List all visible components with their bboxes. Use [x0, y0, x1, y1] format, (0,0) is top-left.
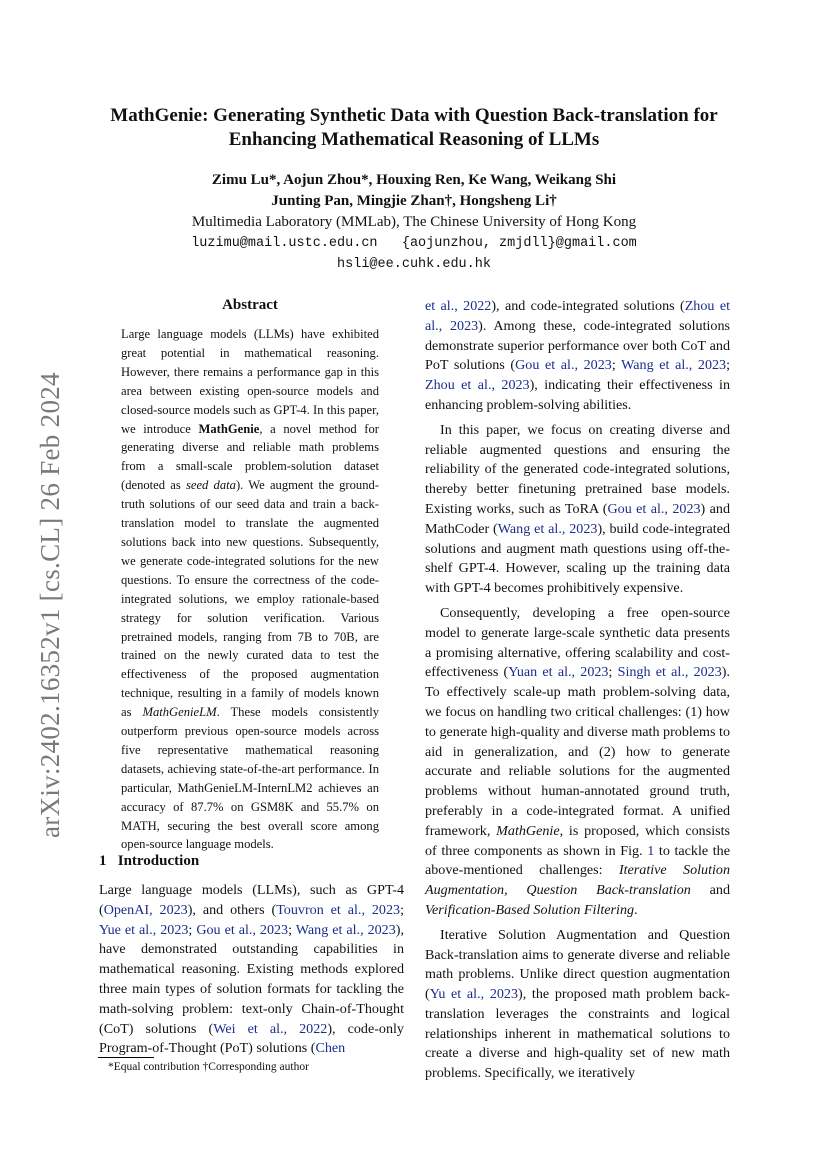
- paragraph-consequently: Consequently, developing a free open-source model to generate large-scale synthetic data presents a promising alternative, offering scalability and cost-effectiveness (Yuan et al., 2023; Singh et al., 2023). To effectively scale-up math problem-solving data, we focus on handling two critical challenges: (1) how to generate high-quality and diverse math problems to aid in generalization, and (2) how to generate accurate and reliable solutions for the augmented problems without human-annotated ground truth, preferably in a code-integrated format. A unified framework, MathGenie, is proposed, which consists of three components as shown in Fig. 1 to tackle the above-mentioned challenges: Iterative Solution Augmentation, Question Back-translation and Verification-Based Solution Filtering.: [425, 604, 731, 918]
- citation-link[interactable]: Yu et al., 2023: [429, 986, 519, 1003]
- citation-link[interactable]: Gou et al., 2023: [607, 500, 701, 517]
- citation-link[interactable]: Gou et al., 2023: [515, 357, 612, 374]
- authors-line2: Junting Pan, Mingjie Zhan†, Hongsheng Li†: [271, 193, 557, 209]
- citation-link[interactable]: Zhou et al., 2023: [425, 377, 530, 394]
- citation-link[interactable]: Wei et al., 2022: [213, 1020, 328, 1037]
- citation-link[interactable]: Gou et al., 2023: [196, 921, 289, 938]
- paper-title-line2: Enhancing Mathematical Reasoning of LLMs: [228, 129, 600, 150]
- citation-link[interactable]: Wang et al., 2023: [295, 921, 396, 938]
- authors-line1: Zimu Lu*, Aojun Zhou*, Houxing Ren, Ke Wang, Weikang Shi: [211, 172, 617, 188]
- paper-title-line1: MathGenie: Generating Synthetic Data with Question Back-translation for: [110, 105, 718, 126]
- introduction-heading: 1 Introduction: [99, 853, 200, 869]
- footnote: *Equal contribution †Corresponding author: [108, 1061, 309, 1073]
- paragraph-focus: In this paper, we focus on creating diverse and reliable augmented questions and ensuring the reliability of the generated code-integrated solutions, thereby better finetuning pretrained base models. Existing works, such as ToRA (Gou et al., 2023) and MathCoder (Wang et al., 2023), build code-integrated solutions and augment math questions using off-the-shelf GPT-4. However, scaling up the training data with GPT-4 becomes prohibitively expensive.: [425, 421, 730, 597]
- emails-line2: hsli@ee.cuhk.edu.hk: [337, 257, 491, 272]
- arxiv-sidebar-id: arXiv:2402.16352v1 [cs.CL] 26 Feb 2024: [35, 372, 65, 838]
- citation-link[interactable]: Yue et al., 2023: [99, 921, 189, 938]
- footnote-rule: [98, 1057, 154, 1058]
- abstract-heading: Abstract: [222, 297, 278, 313]
- citation-link[interactable]: Singh et al., 2023: [617, 664, 722, 681]
- citation-link[interactable]: Touvron et al., 2023: [276, 901, 401, 918]
- paragraph-solutions: et al., 2022), and code-integrated solutions (Zhou et al., 2023). Among these, code-integrated solutions demonstrate superior performance over both CoT and PoT solutions (Gou et al., 2023; Wang et al., 2023; Zhou et al., 2023), indicating their effectiveness in enhancing problem-solving abilities.: [425, 298, 731, 413]
- citation-link[interactable]: Chen: [315, 1040, 346, 1057]
- citation-link[interactable]: Zhou et al., 2023: [425, 298, 730, 334]
- introduction-text: Large language models (LLMs), such as GPT-4 (OpenAI, 2023), and others (Touvron et al., 2023; Yue et al., 2023; Gou et al., 2023; Wang et al., 2023), have demonstrated outstanding capabilities in mathematical reasoning. Existing methods explored three main types of solution formats for tackling the math-solving problem: text-only Chain-of-Thought (CoT) solutions (Wei et al., 2022), code-only Program-of-Thought (PoT) solutions (Chen: [99, 882, 404, 1057]
- affiliation: Multimedia Laboratory (MMLab), The Chinese University of Hong Kong: [191, 214, 637, 230]
- right-column-text: [425, 297, 730, 1084]
- citation-link[interactable]: Wang et al., 2023: [621, 357, 727, 374]
- paragraph-iterative: Iterative Solution Augmentation and Question Back-translation aims to generate diverse and reliable math problems. Unlike direct question augmentation (Yu et al., 2023), the proposed math problem back-translation leverages the constraints and logical relationships inherent in mathematical solutions to create a diverse and high-quality set of new math problems. Specifically, we iteratively: [425, 926, 731, 1082]
- citation-link[interactable]: OpenAI, 2023: [103, 901, 188, 918]
- emails-line1: luzimu@mail.ustc.edu.cn {aojunzhou, zmjdll}@gmail.com: [191, 236, 637, 251]
- citation-link[interactable]: et al., 2022: [425, 298, 492, 314]
- abstract-body: Large language models (LLMs) have exhibited great potential in mathematical reasoning. However, there remains a performance gap in this area between existing open-source models and closed-source models such as GPT-4. In this paper, we introduce MathGenie, a novel method for generating diverse and reliable math problems from a small-scale problem-solution dataset (denoted as seed data). We augment the ground-truth solutions of our seed data and train a back-translation model to translate the augmented solutions back into new questions. Subsequently, we generate code-integrated solutions for the new questions. To ensure the correctness of the code-integrated solutions, we employ rationale-based strategy for solution verification. Various pretrained models, ranging from 7B to 70B, are trained on the newly curated data to test the effectiveness of the proposed augmentation technique, resulting in a family of models known as MathGenieLM. These models consistently outperform previous open-source models across five representative mathematical reasoning datasets, achieving state-of-the-art performance. In particular, MathGenieLM-InternLM2 achieves an accuracy of 87.7% on GSM8K and 55.7% on MATH, securing the best overall score among open-source language models.: [121, 327, 380, 852]
- citation-link[interactable]: Wang et al., 2023: [497, 520, 598, 537]
- citation-link[interactable]: Yuan et al., 2023: [508, 664, 609, 681]
- figure-link[interactable]: 1: [647, 842, 655, 859]
